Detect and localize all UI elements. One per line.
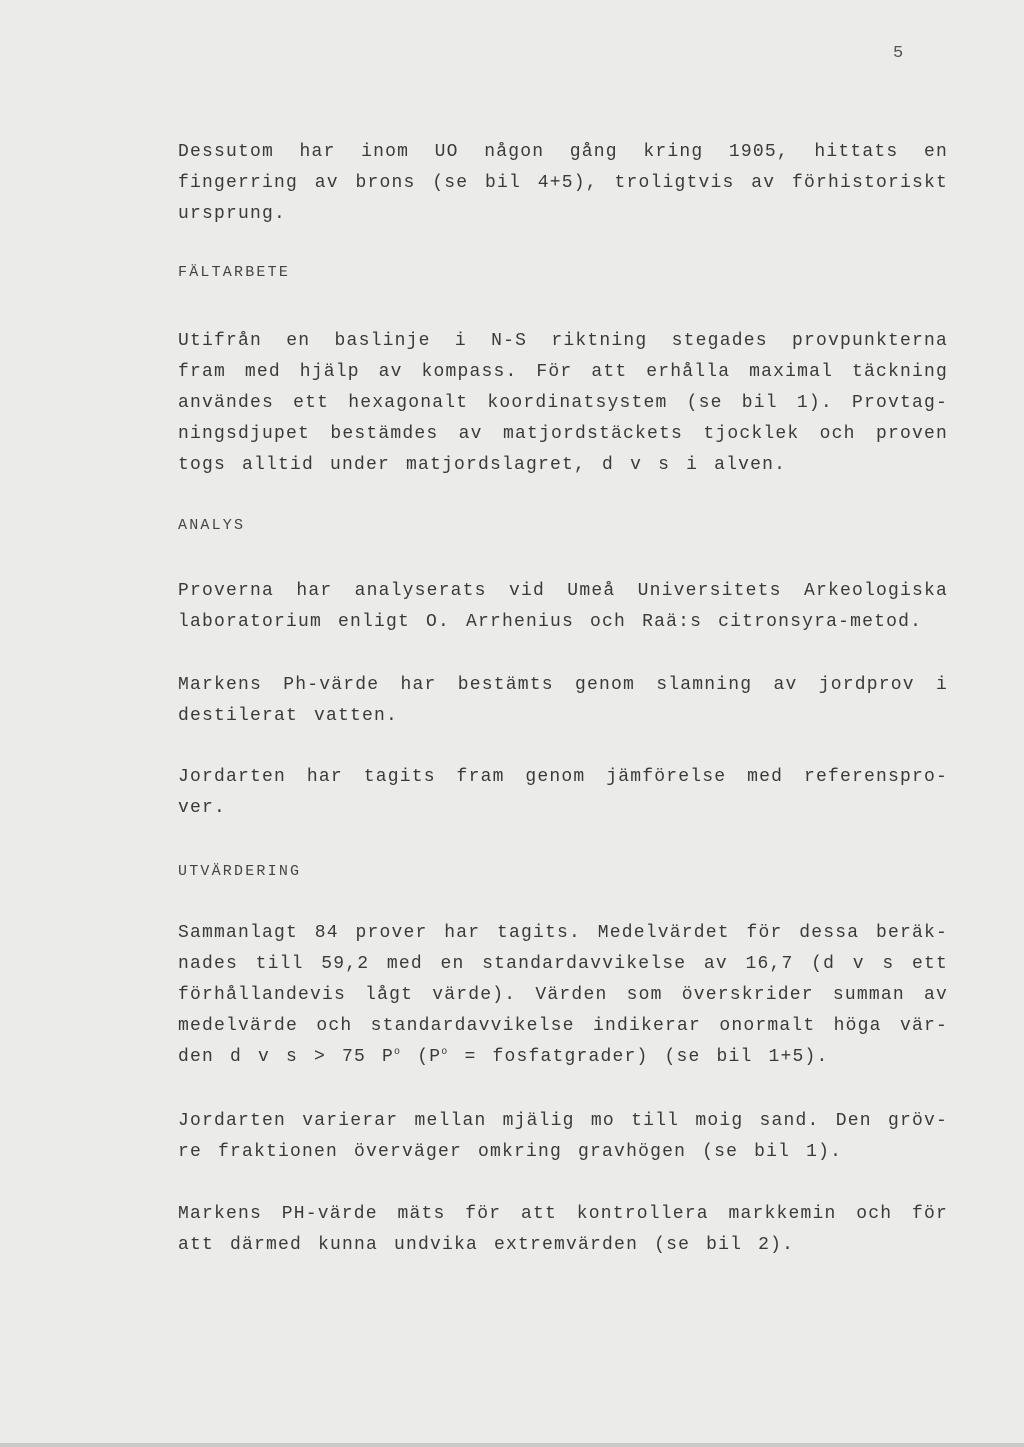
superscript: o: [441, 1047, 449, 1058]
heading-utvardering: UTVÄRDERING: [178, 863, 302, 880]
paragraph-intro: [178, 137, 948, 230]
text-line: fram med hjälp av kompass. För att erhålla maximal täckning: [178, 362, 948, 382]
text-line: re fraktionen överväger omkring gravhögen (se bil 1).: [178, 1142, 843, 1162]
text-fragment: = fosfatgrader) (se bil 1+5).: [448, 1047, 829, 1067]
heading-analys: ANALYS: [178, 517, 246, 534]
text-line: ningsdjupet bestämdes av matjordstäckets tjocklek och proven: [178, 424, 948, 444]
text-line: Dessutom har inom UO någon gång kring 1905, hittats en: [178, 142, 948, 162]
paragraph-faltarbete: [178, 326, 948, 481]
paragraph-analys-3: [178, 762, 948, 824]
text-line-with-superscript: [178, 1042, 948, 1073]
page-number: 5: [893, 44, 904, 63]
text-line: nades till 59,2 med en standardavvikelse av 16,7 (d v s ett: [178, 954, 948, 974]
paragraph-utvardering-2: [178, 1106, 948, 1168]
text-line: användes ett hexagonalt koordinatsystem (se bil 1). Provtag-: [178, 393, 948, 413]
text-line: Jordarten varierar mellan mjälig mo till moig sand. Den gröv-: [178, 1111, 948, 1131]
paragraph-analys-1: [178, 576, 948, 638]
heading-faltarbete: FÄLTARBETE: [178, 264, 291, 281]
text-line: Jordarten har tagits fram genom jämförelse med referenspro-: [178, 767, 948, 787]
text-line: Sammanlagt 84 prover har tagits. Medelvärdet för dessa beräk-: [178, 923, 948, 943]
paragraph-utvardering-3: [178, 1199, 948, 1261]
text-line: laboratorium enligt O. Arrhenius och Raä:s citronsyra-metod.: [178, 612, 923, 632]
superscript: o: [394, 1047, 402, 1058]
text-line: Utifrån en baslinje i N-S riktning stegades provpunkterna: [178, 331, 948, 351]
paragraph-utvardering-1: [178, 918, 948, 1073]
text-line: att därmed kunna undvika extremvärden (se bil 2).: [178, 1235, 795, 1255]
text-fragment: (P: [401, 1047, 442, 1067]
text-line: togs alltid under matjordslagret, d v s i alven.: [178, 455, 787, 475]
text-line: förhållandevis lågt värde). Värden som överskrider summan av: [178, 985, 948, 1005]
text-line: fingerring av brons (se bil 4+5), troligtvis av förhistoriskt: [178, 173, 948, 193]
text-fragment: den d v s > 75 P: [178, 1047, 395, 1067]
paragraph-analys-2: [178, 670, 948, 732]
text-line: Markens PH-värde mäts för att kontrollera markkemin och för: [178, 1204, 948, 1224]
text-line: ver.: [178, 798, 227, 818]
text-line: destilerat vatten.: [178, 706, 399, 726]
text-line: Markens Ph-värde har bestämts genom slamning av jordprov i: [178, 675, 948, 695]
text-line: medelvärde och standardavvikelse indikerar onormalt höga vär-: [178, 1016, 948, 1036]
page-bottom-edge: [0, 1443, 1024, 1447]
text-line: ursprung.: [178, 204, 287, 224]
text-line: Proverna har analyserats vid Umeå Universitets Arkeologiska: [178, 581, 948, 601]
